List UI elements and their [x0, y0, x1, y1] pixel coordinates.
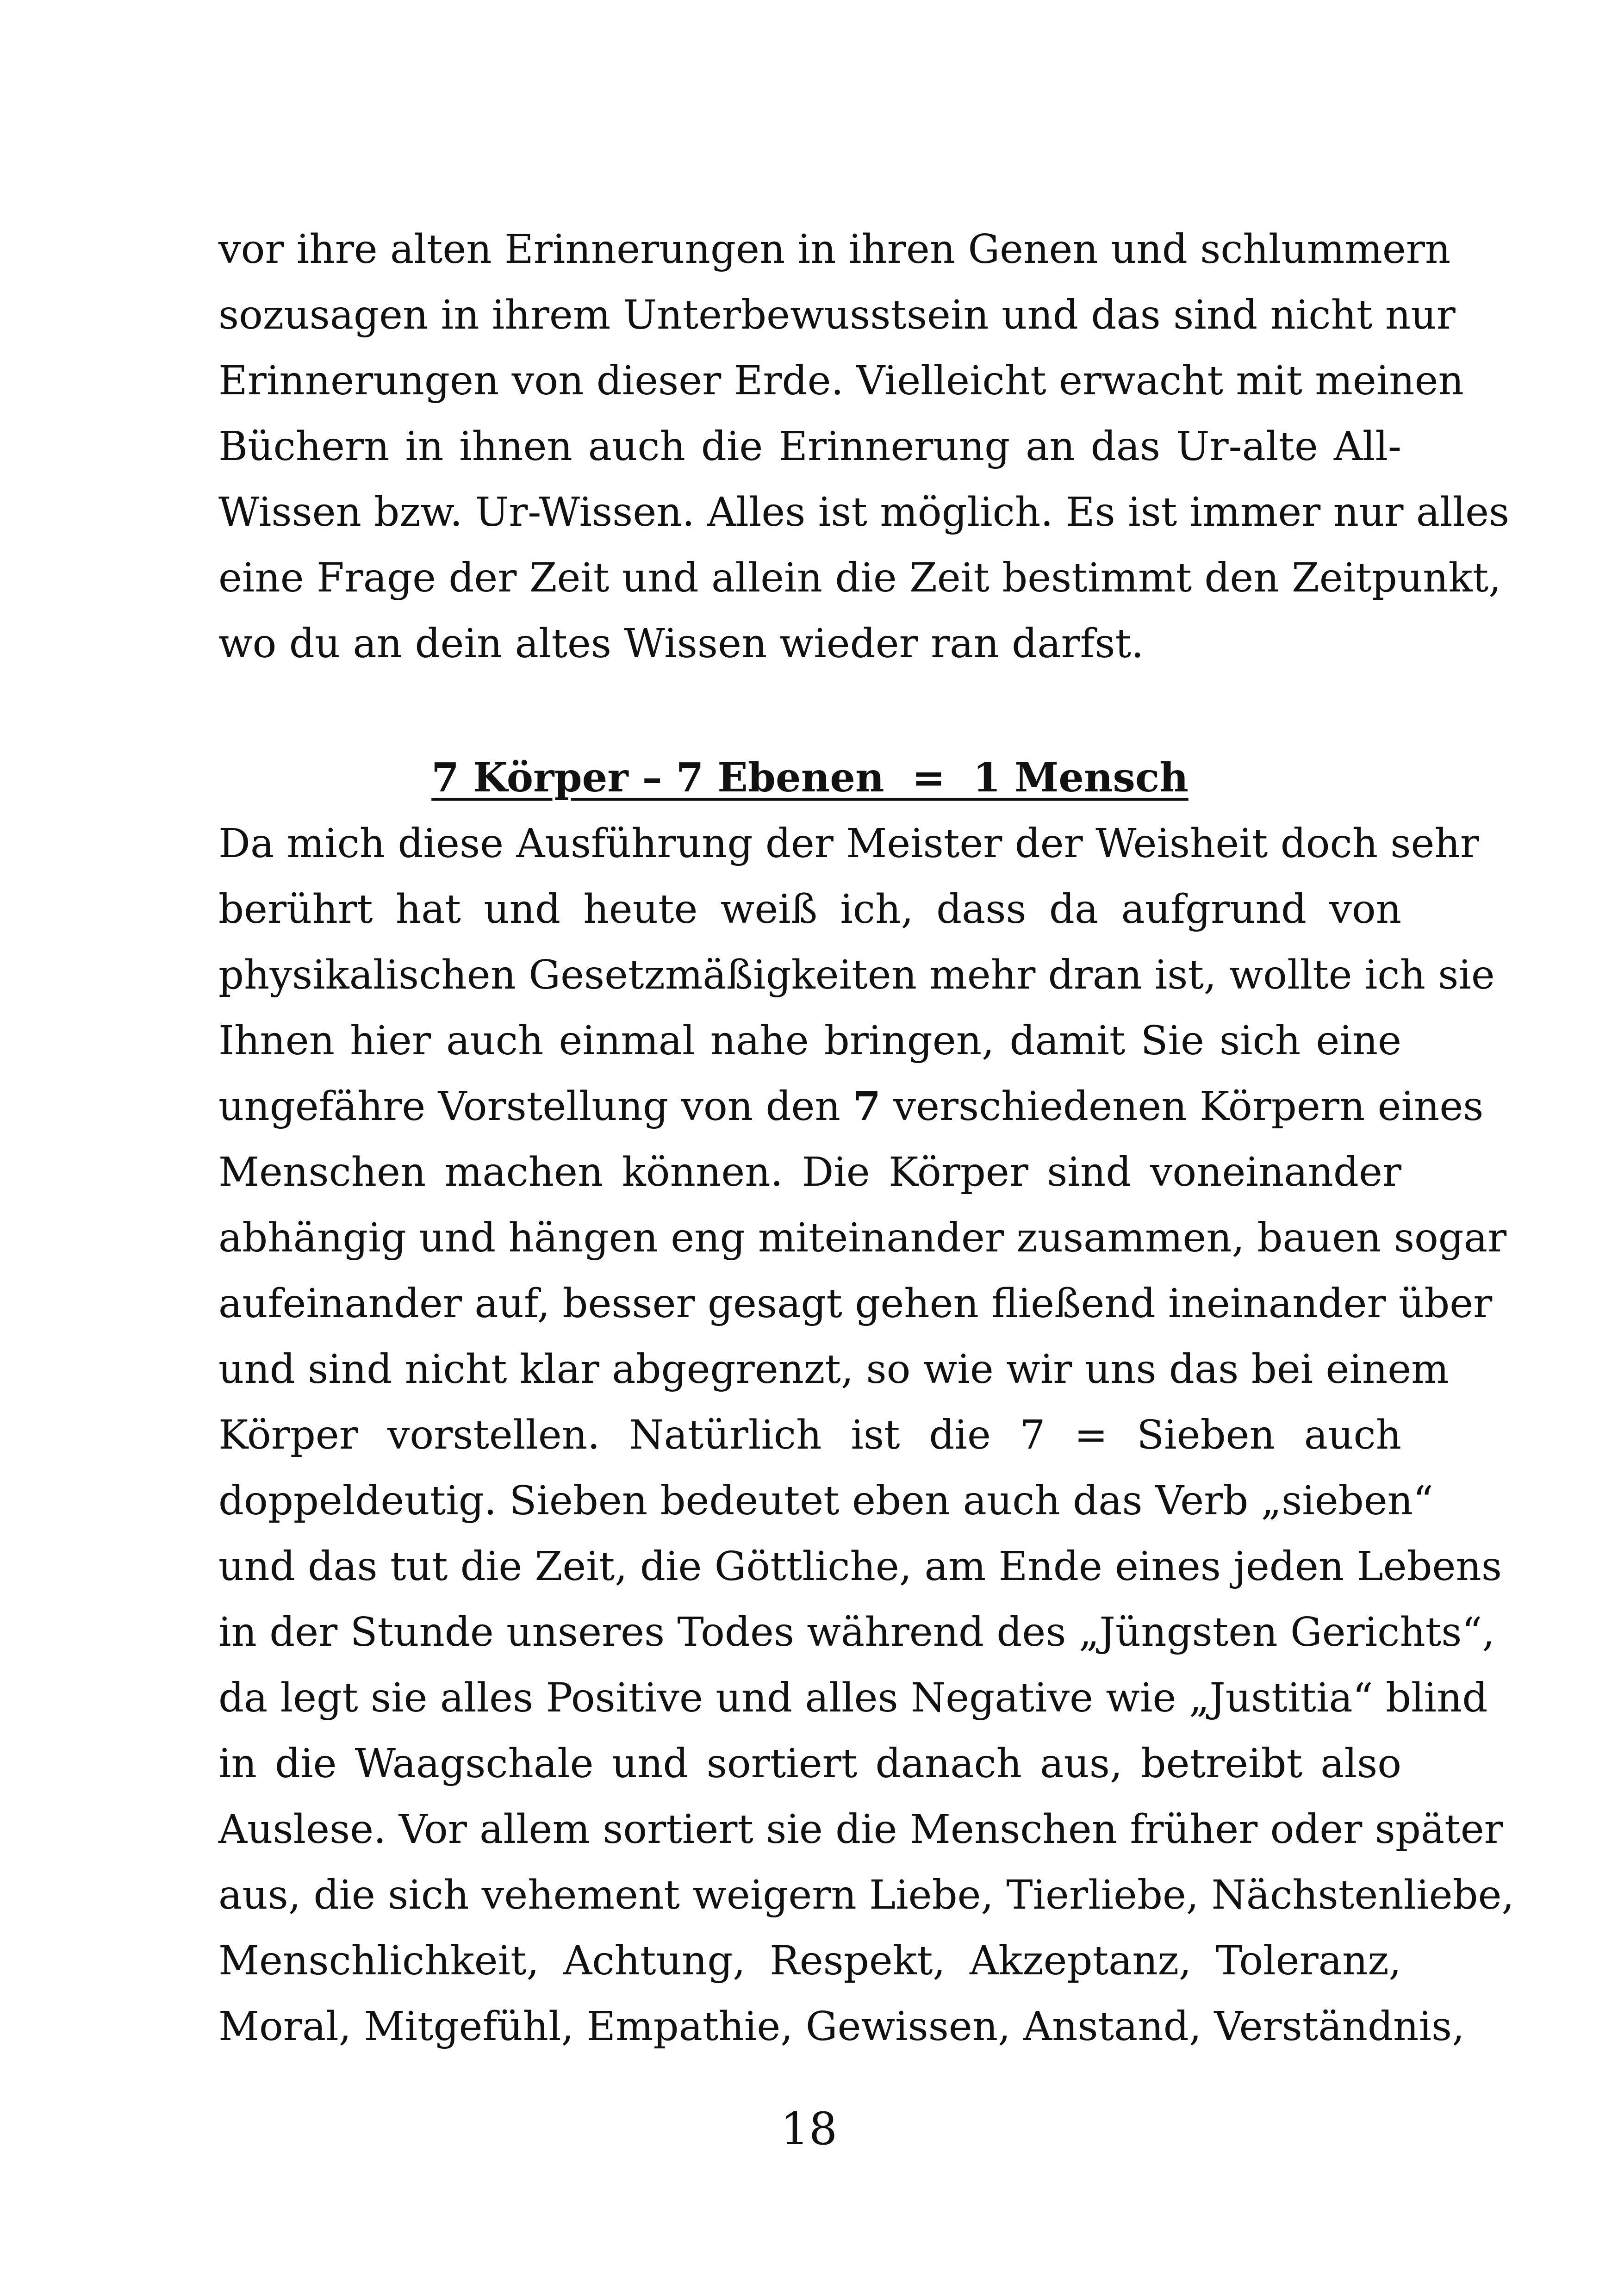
text-line: in die Waagschale und sortiert danach aus, betreibt also	[218, 1741, 1401, 1787]
text-line: abhängig und hängen eng miteinander zusammen, bauen sogar	[218, 1215, 1507, 1261]
bold-number: 7	[853, 1083, 881, 1130]
text-segment: ungefähre Vorstellung von den	[218, 1083, 853, 1130]
text-segment: verschiedenen Körpern eines	[881, 1083, 1484, 1130]
text-line: und das tut die Zeit, die Göttliche, am Ende eines jeden Lebens	[218, 1543, 1502, 1590]
text-line: aus, die sich vehement weigern Liebe, Tierliebe, Nächstenliebe,	[218, 1872, 1514, 1918]
text-line: doppeldeutig. Sieben bedeutet eben auch das Verb „sieben“	[218, 1478, 1433, 1524]
text-line: berührt hat und heute weiß ich, dass da aufgrund von	[218, 886, 1401, 933]
text-line: aufeinander auf, besser gesagt gehen fließend ineinander über	[218, 1281, 1493, 1327]
text-line: vor ihre alten Erinnerungen in ihren Genen und schlummern	[218, 226, 1451, 273]
paragraph-intro	[218, 217, 1510, 677]
text-line: Moral, Mitgefühl, Empathie, Gewissen, Anstand, Verständnis,	[218, 2004, 1465, 2050]
paragraph-body	[218, 811, 1514, 2060]
page-number: 18	[780, 2103, 838, 2155]
text-line: Erinnerungen von dieser Erde. Vielleicht erwacht mit meinen	[218, 358, 1464, 404]
text-line: da legt sie alles Positive und alles Negative wie „Justitia“ blind	[218, 1675, 1488, 1721]
text-line: Menschen machen können. Die Körper sind voneinander	[218, 1149, 1401, 1195]
text-line: Körper vorstellen. Natürlich ist die 7 = Sieben auch	[218, 1412, 1401, 1458]
section-heading: 7 Körper – 7 Ebenen = 1 Mensch	[431, 754, 1189, 801]
text-line: eine Frage der Zeit und allein die Zeit bestimmt den Zeitpunkt,	[218, 555, 1501, 601]
text-line: und sind nicht klar abgegrenzt, so wie wir uns das bei einem	[218, 1346, 1449, 1393]
text-line: Büchern in ihnen auch die Erinnerung an das Ur-alte All-	[218, 423, 1401, 470]
text-line: Wissen bzw. Ur-Wissen. Alles ist möglich. Es ist immer nur alles	[218, 489, 1510, 535]
text-line: Da mich diese Ausführung der Meister der Weisheit doch sehr	[218, 821, 1479, 867]
text-line: Auslese. Vor allem sortiert sie die Menschen früher oder später	[218, 1806, 1503, 1853]
text-line: wo du an dein altes Wissen wieder ran darfst.	[218, 621, 1144, 667]
text-line: in der Stunde unseres Todes während des „Jüngsten Gerichts“,	[218, 1609, 1495, 1655]
text-line: physikalischen Gesetzmäßigkeiten mehr dran ist, wollte ich sie	[218, 952, 1495, 998]
text-line: sozusagen in ihrem Unterbewusstsein und das sind nicht nur	[218, 292, 1456, 338]
text-line-with-bold	[218, 1074, 1484, 1139]
text-line: Ihnen hier auch einmal nahe bringen, damit Sie sich eine	[218, 1018, 1401, 1064]
text-line: Menschlichkeit, Achtung, Respekt, Akzeptanz, Toleranz,	[218, 1938, 1401, 1984]
